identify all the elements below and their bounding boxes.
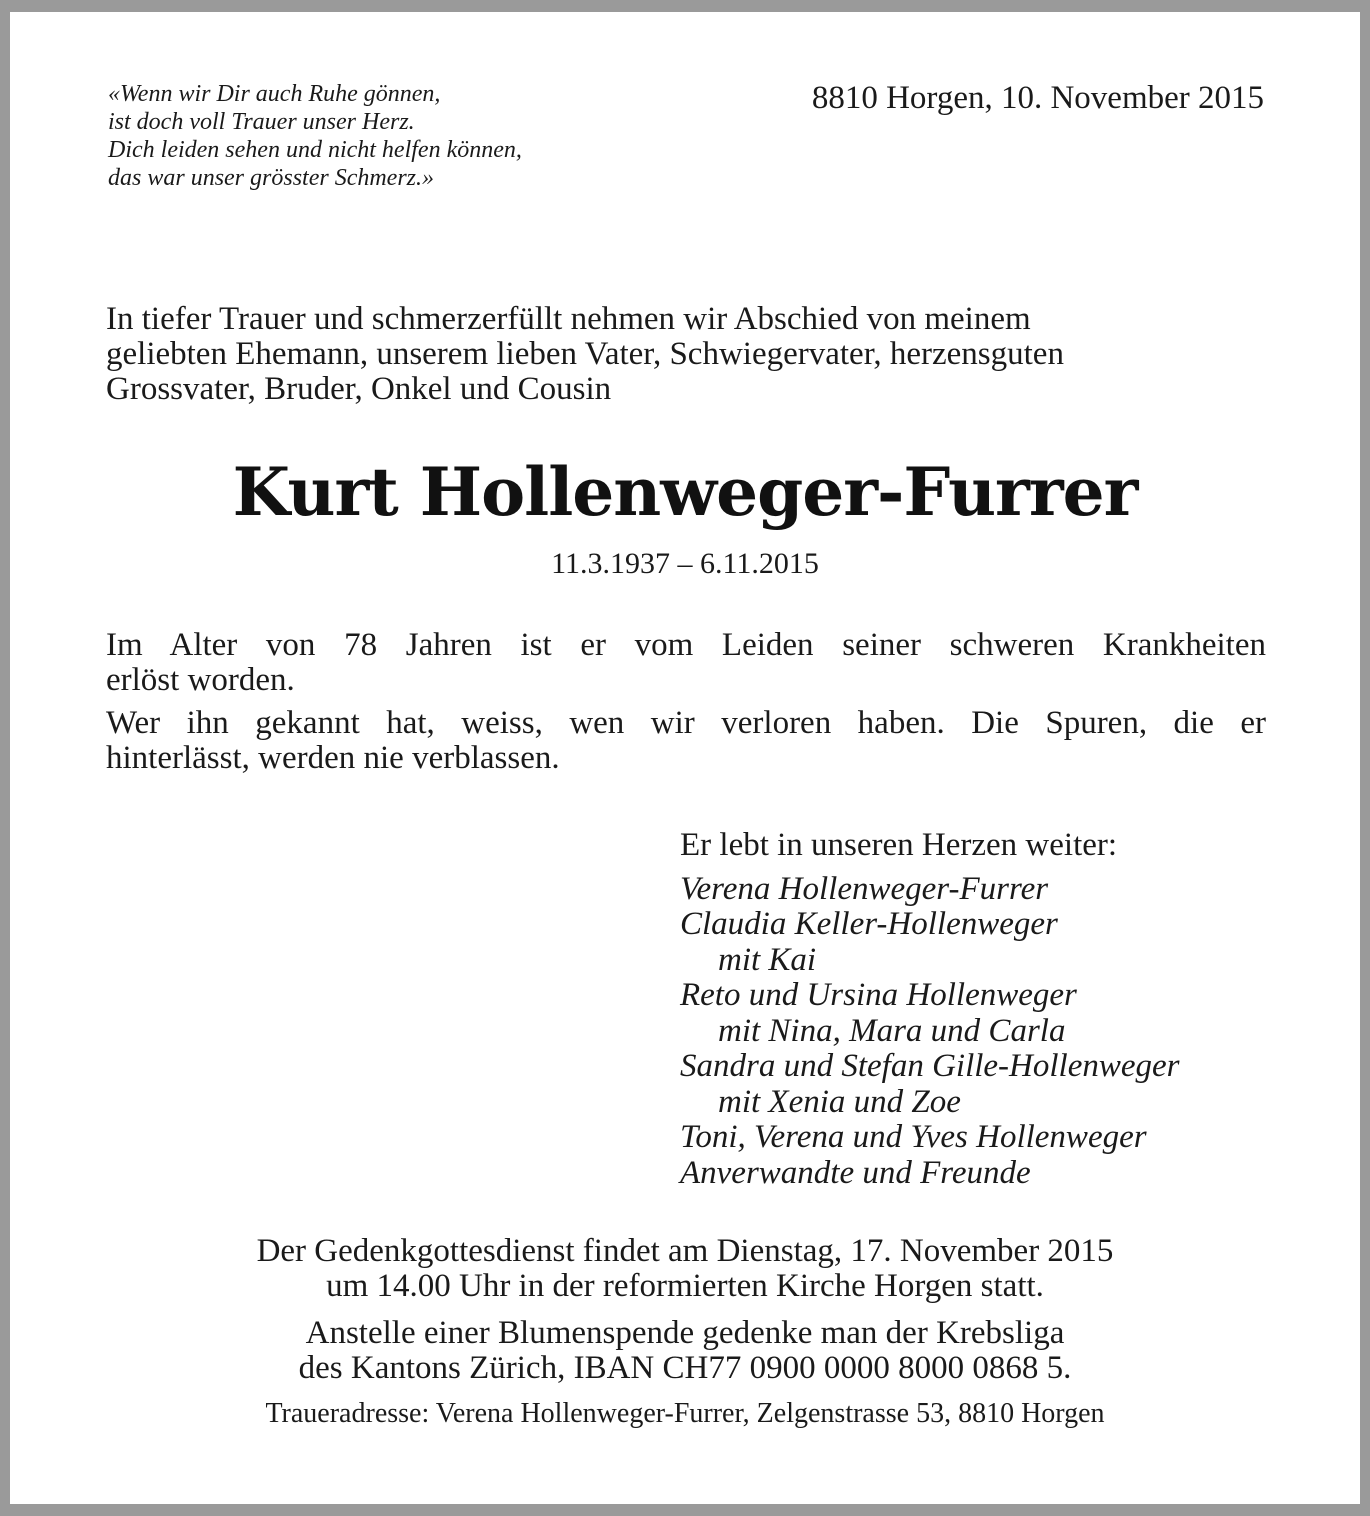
- intro-line: geliebten Ehemann, unserem lieben Vater, Schwiegervater, herzensguten: [106, 336, 1064, 372]
- survivor-entry: Anverwandte und Freunde: [680, 1154, 1031, 1191]
- survivor-entry: mit Nina, Mara und Carla: [718, 1012, 1066, 1049]
- motto-line: Dich leiden sehen und nicht helfen können,: [108, 137, 522, 163]
- motto-verse: [108, 80, 522, 192]
- service-line: um 14.00 Uhr in der reformierten Kirche Horgen statt.: [326, 1268, 1044, 1304]
- paragraph-line: hinterlässt, werden nie verblassen.: [106, 740, 560, 776]
- motto-line: «Wenn wir Dir auch Ruhe gönnen,: [108, 81, 441, 107]
- intro-line: Grossvater, Bruder, Onkel und Cousin: [106, 371, 612, 407]
- memory-paragraph: [106, 706, 1266, 776]
- motto-line: das war unser grösster Schmerz.»: [108, 165, 435, 191]
- service-announcement: [0, 1234, 1370, 1304]
- place-date: 8810 Horgen, 10. November 2015: [811, 80, 1264, 116]
- survivor-entry: Claudia Keller-Hollenweger: [680, 906, 1058, 942]
- survivor-entry: mit Xenia und Zoe: [718, 1083, 961, 1120]
- age-paragraph: [106, 628, 1266, 698]
- survivors-list: [680, 828, 1180, 1191]
- survivors-heading: Er lebt in unseren Herzen weiter:: [680, 827, 1118, 863]
- survivor-entry: Toni, Verena und Yves Hollenweger: [680, 1119, 1147, 1155]
- life-dates: 11.3.1937 – 6.11.2015: [551, 547, 819, 580]
- donation-line: Anstelle einer Blumenspende gedenke man der Krebsliga: [305, 1315, 1065, 1351]
- survivor-entry: Verena Hollenweger-Furrer: [680, 870, 1049, 907]
- survivor-entry: Reto und Ursina Hollenweger: [680, 977, 1077, 1013]
- survivor-entry: Sandra und Stefan Gille-Hollenweger: [680, 1048, 1180, 1084]
- service-line: Der Gedenkgottesdienst findet am Dienstag, 17. November 2015: [256, 1233, 1114, 1269]
- donation-notice: [0, 1316, 1370, 1386]
- donation-line: des Kantons Zürich, IBAN CH77 0900 0000 8000 0868 5.: [298, 1350, 1072, 1386]
- deceased-name: Kurt Hollenweger-Furrer: [232, 453, 1138, 531]
- intro-text: [106, 302, 1266, 407]
- survivor-entry: mit Kai: [718, 941, 817, 978]
- mourning-address: Traueradresse: Verena Hollenweger-Furrer, Zelgenstrasse 53, 8810 Horgen: [265, 1398, 1105, 1429]
- paragraph-line: Im Alter von 78 Jahren ist er vom Leiden seiner schweren Krankheiten: [106, 627, 1266, 663]
- paragraph-line: erlöst worden.: [106, 662, 295, 698]
- paragraph-line: Wer ihn gekannt hat, weiss, wen wir verloren haben. Die Spuren, die er: [106, 705, 1266, 741]
- motto-line: ist doch voll Trauer unser Herz.: [108, 109, 415, 135]
- intro-line: In tiefer Trauer und schmerzerfüllt nehmen wir Abschied von meinem: [106, 301, 1031, 337]
